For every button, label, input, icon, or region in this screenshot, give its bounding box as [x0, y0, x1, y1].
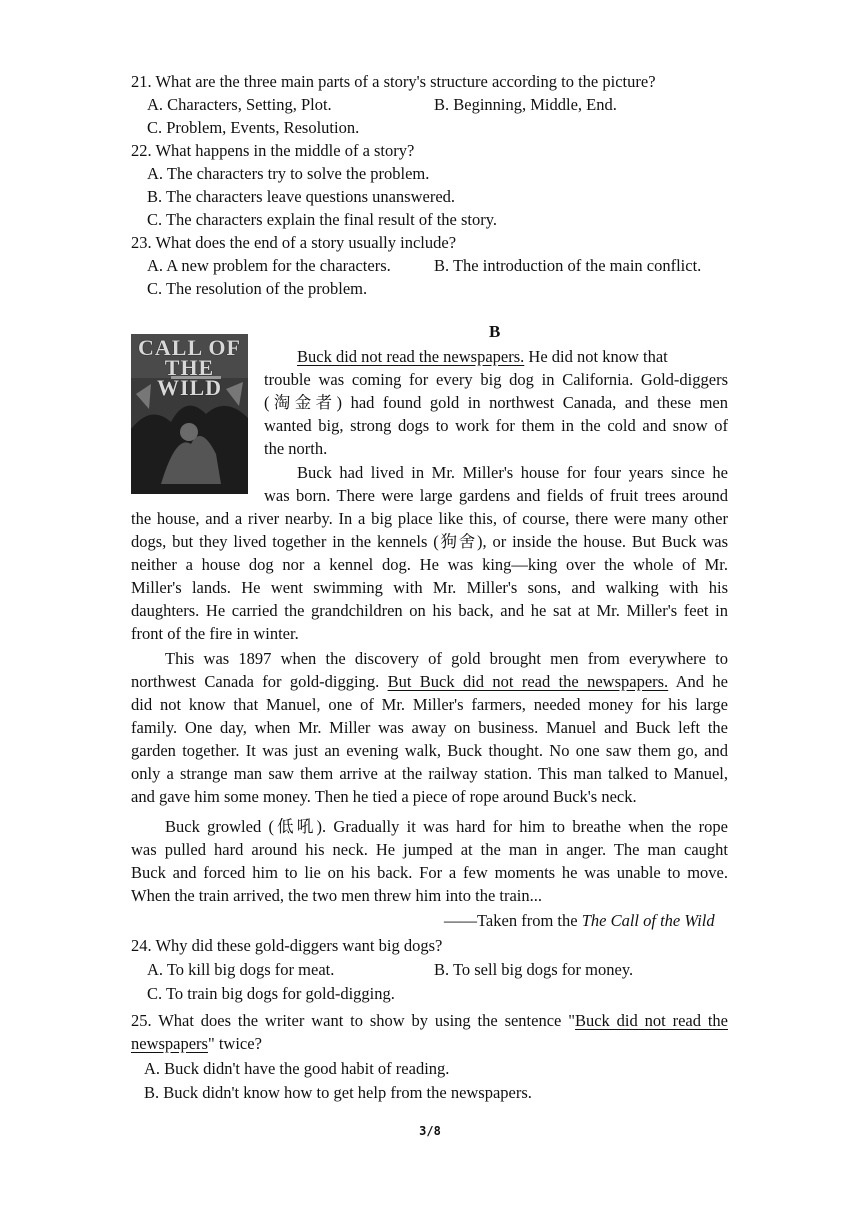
passage-p1-line-5: the north. — [264, 439, 328, 458]
page-number: 3/8 — [419, 1124, 441, 1138]
underlined-sentence-1: Buck did not read the newspapers. — [297, 347, 525, 366]
passage-p4-line-4: When the train arrived, the two men threw him into the train... — [131, 886, 543, 905]
passage-p1-line-4: wanted big, strong dogs to work for them in the cold and snow of — [264, 416, 728, 435]
q23-option-a: A. A new problem for the characters. — [147, 256, 391, 275]
passage-p3-line-5: garden together. It was just an evening walk, Buck thought. No one saw them go, and — [131, 741, 728, 760]
q24-option-c: C. To train big dogs for gold-digging. — [147, 984, 395, 1003]
q22-option-c: C. The characters explain the final result of the story. — [147, 210, 498, 229]
passage-p3-line-4: family. One day, when Mr. Miller was away on business. Manuel and Buck left the — [131, 718, 728, 737]
passage-p1-line-3: (淘金者) had found gold in northwest Canada, and these men — [264, 393, 728, 412]
q21-option-a: A. Characters, Setting, Plot. — [147, 95, 332, 114]
passage-p1-line-2: trouble was coming for every big dog in California. Gold-diggers — [264, 370, 728, 389]
book-title: The Call of the Wild — [581, 911, 715, 930]
passage-p2-line-4: dogs, but they lived together in the kennels (狗舍), or inside the house. But Buck was — [131, 532, 728, 551]
passage-p3-line-7: and gave him some money. Then he tied a piece of rope around Buck's neck. — [131, 787, 637, 806]
q22-option-b: B. The characters leave questions unanswered. — [147, 187, 456, 206]
question-24: 24. Why did these gold-diggers want big dogs? — [131, 936, 443, 955]
passage-p4-line-2: was pulled hard around his neck. He jumped at the man in anger. The man caught — [131, 840, 728, 859]
q21-option-c: C. Problem, Events, Resolution. — [147, 118, 360, 137]
passage-p1-line-1: Buck did not read the newspapers. He did not know that — [297, 347, 668, 366]
q23-option-b: B. The introduction of the main conflict. — [434, 256, 702, 275]
passage-p4-line-1: Buck growled (低吼). Gradually it was hard for him to breathe when the rope — [165, 817, 728, 836]
question-23: 23. What does the end of a story usually include? — [131, 233, 457, 252]
passage-p2-line-8: front of the fire in winter. — [131, 624, 299, 643]
passage-p2-line-1: Buck had lived in Mr. Miller's house for four years since he — [297, 463, 728, 482]
passage-p3-line-2: northwest Canada for gold-digging. But Buck did not read the newspapers. And he — [131, 672, 728, 691]
question-22: 22. What happens in the middle of a story? — [131, 141, 415, 160]
q24-option-b: B. To sell big dogs for money. — [434, 960, 634, 979]
passage-p3-line-3: did not know that Manuel, one of Mr. Miller's farmers, needed money for his large — [131, 695, 728, 714]
passage-p4-line-3: Buck and forced him to lie on his back. For a few moments he was unable to move. — [131, 863, 728, 882]
q24-option-a: A. To kill big dogs for meat. — [147, 960, 335, 979]
underlined-sentence-2: But Buck did not read the newspapers. — [387, 672, 669, 691]
passage-p3-line-1: This was 1897 when the discovery of gold brought men from everywhere to — [165, 649, 728, 668]
passage-p2-line-7: daughters. He carried the grandchildren on his back, and he sat at Mr. Miller's feet in — [131, 601, 728, 620]
q25-option-b: B. Buck didn't know how to get help from the newspapers. — [144, 1083, 532, 1102]
passage-p2-line-5: neither a house dog nor a kennel dog. He was king—king over the whole of Mr. — [131, 555, 728, 574]
book-cover-image — [131, 334, 248, 494]
q21-option-b: B. Beginning, Middle, End. — [434, 95, 617, 114]
question-21: 21. What are the three main parts of a story's structure according to the picture? — [131, 72, 656, 91]
q25-option-a: A. Buck didn't have the good habit of reading. — [144, 1059, 450, 1078]
book-cover-title: CALL OF THE WILD — [138, 335, 241, 400]
passage-p2-line-3: the house, and a river nearby. In a big place like this, of course, there were many other — [131, 509, 728, 528]
passage-p2-line-6: Miller's lands. He went swimming with Mr. Miller's sons, and walking with his — [131, 578, 728, 597]
source-attribution: ——Taken from the The Call of the Wild — [444, 911, 715, 930]
section-b-heading: B — [489, 322, 501, 341]
passage-p3-line-6: only a strange man saw them arrive at the railway station. This man talked to Manuel, — [131, 764, 728, 783]
question-25-line-2: newspapers" twice? — [131, 1034, 262, 1053]
passage-p2-line-2: was born. There were large gardens and fields of fruit trees around — [264, 486, 728, 505]
q22-option-a: A. The characters try to solve the problem. — [147, 164, 430, 183]
q23-option-c: C. The resolution of the problem. — [147, 279, 368, 298]
question-25-line-1: 25. What does the writer want to show by using the sentence "Buck did not read the — [131, 1011, 728, 1030]
